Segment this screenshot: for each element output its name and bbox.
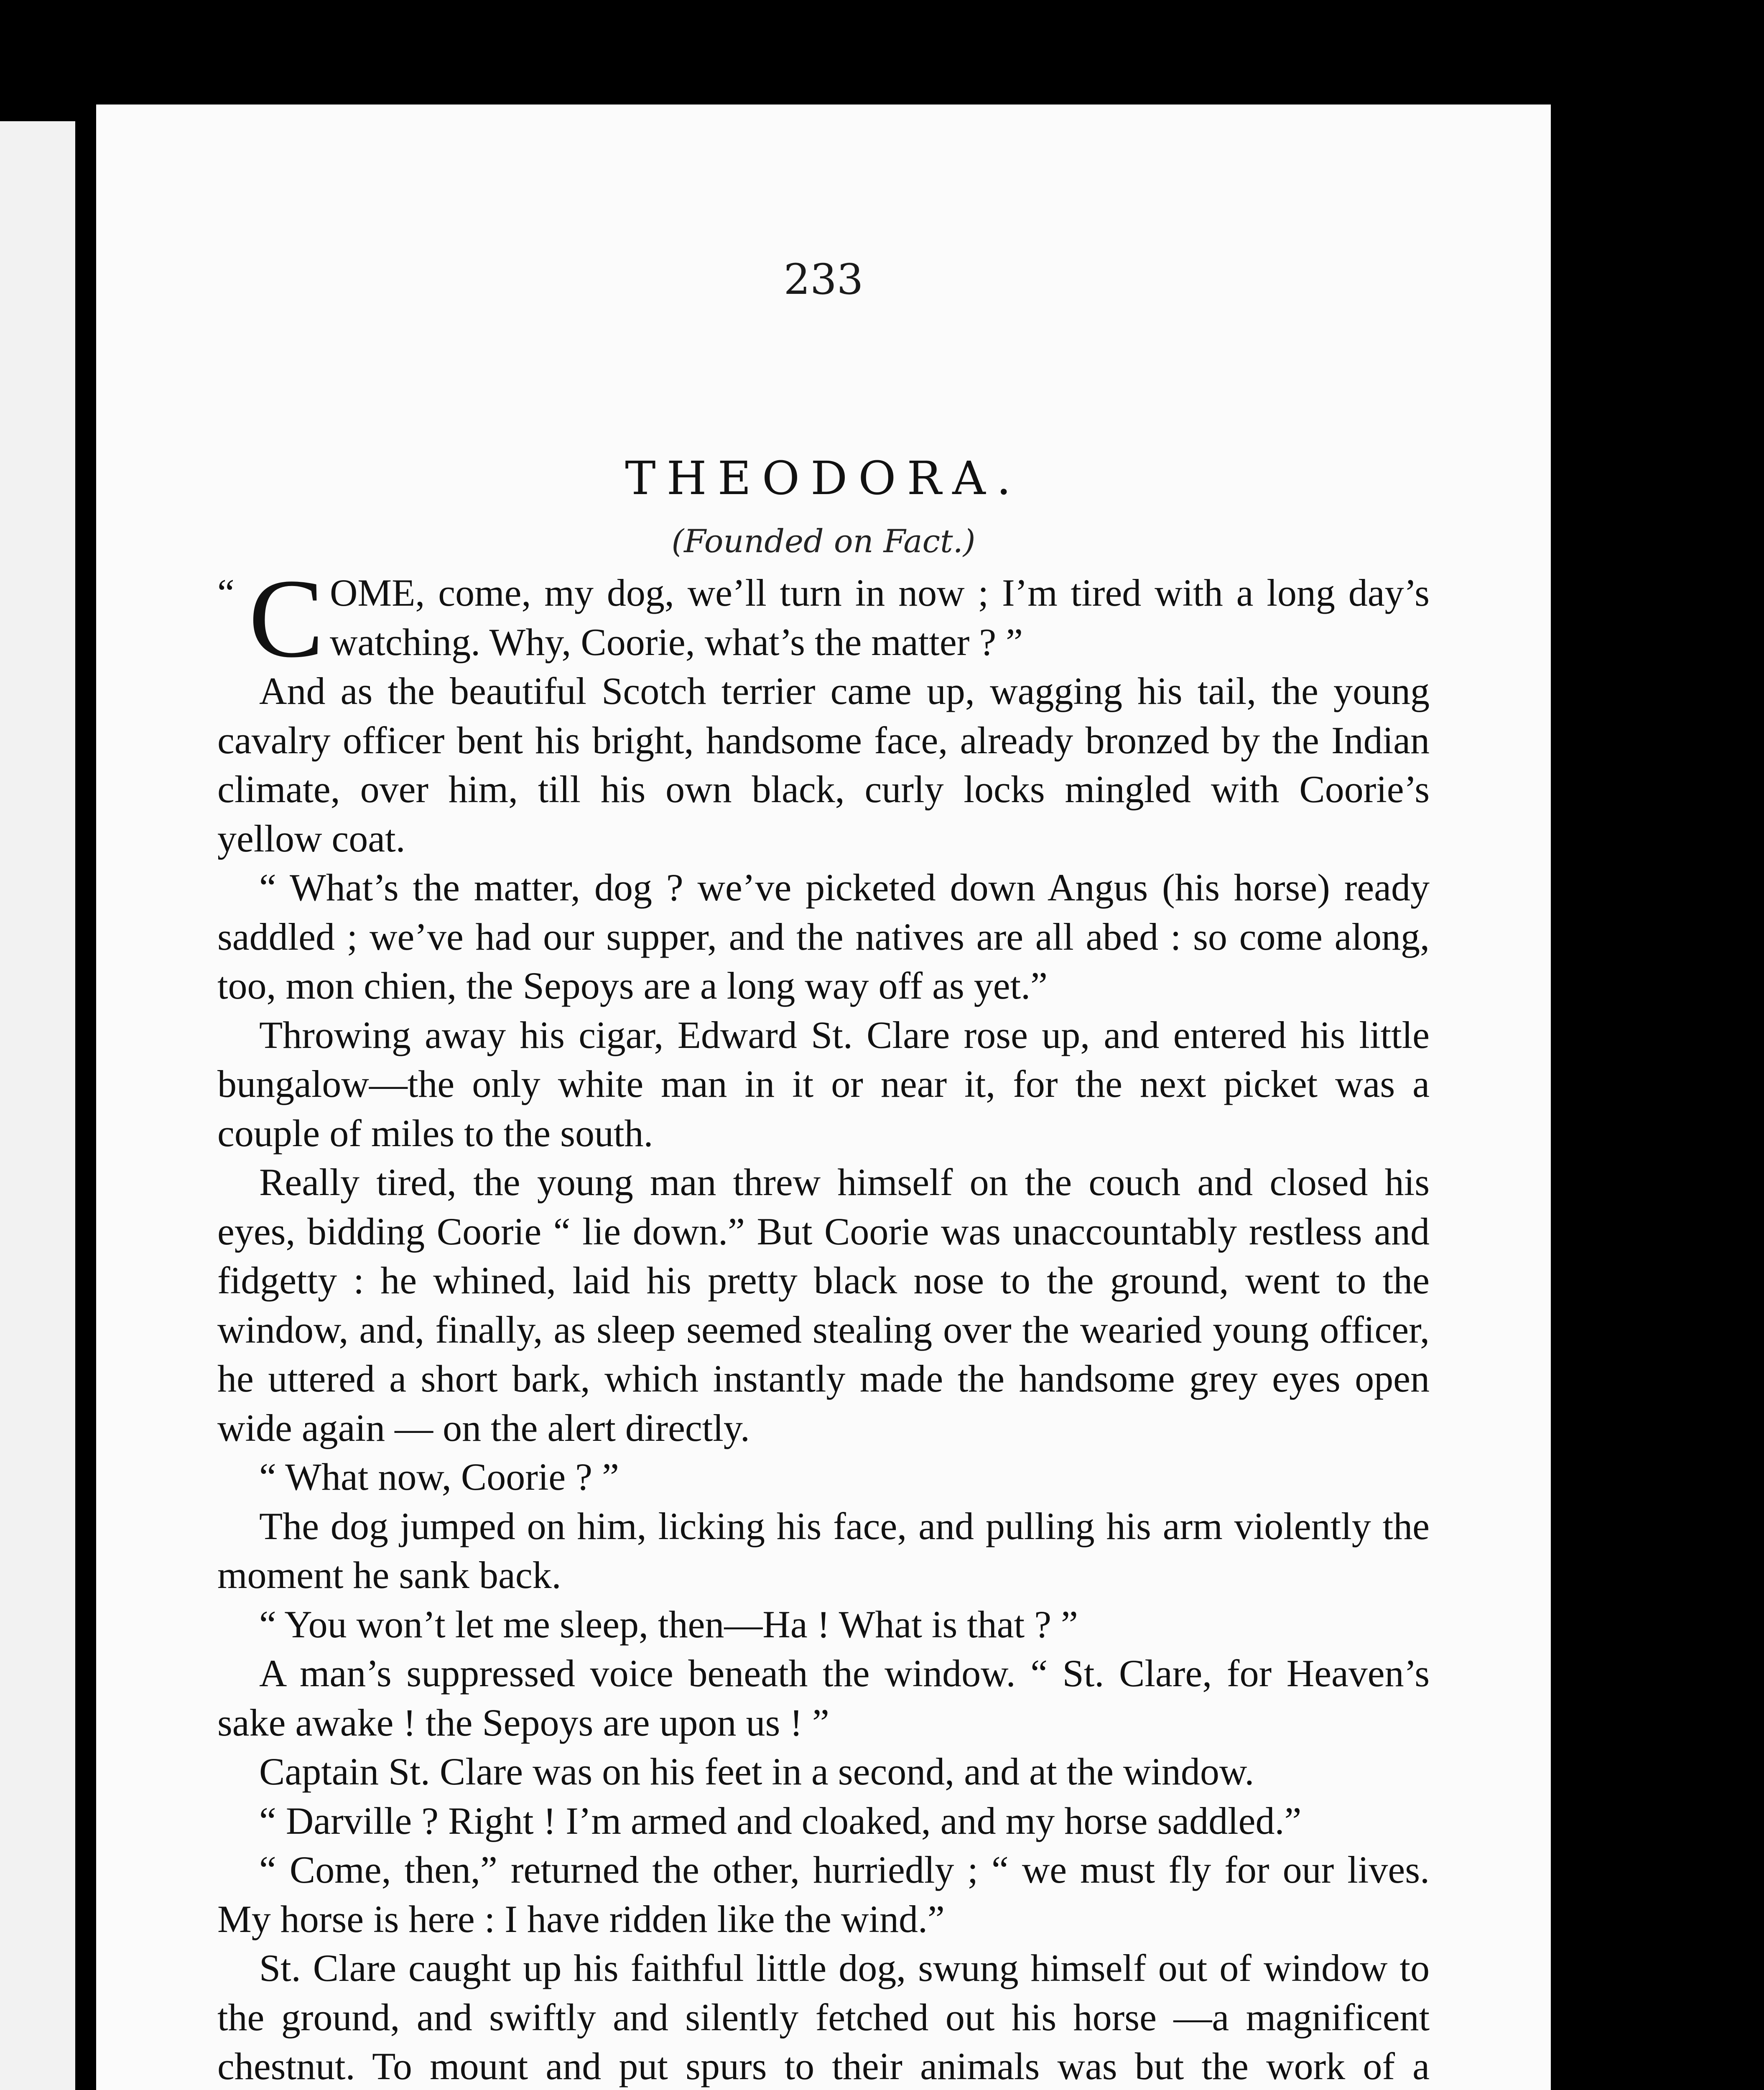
story-title: THEODORA. xyxy=(625,451,1022,505)
paragraph-13: St. Clare caught up his faithful little dog, swung himself out of window to the ground, and swiftly and silently fetched out his horse —a magnificent chestnut. To mount and put spurs to their animals was but the work of a xyxy=(217,1947,1430,2087)
facing-page-edge xyxy=(0,121,75,2090)
paragraph-2: And as the beautiful Scotch terrier came up, wagging his tail, the young cavalry officer bent his bright, handsome face, already bronzed by the Indian climate, over him, till his own black, curly locks mingled with Coorie’s yellow coat. xyxy=(217,670,1430,860)
paragraph-5: Really tired, the young man threw himself on the couch and closed his eyes, bidding Coorie “ lie down.” But Coorie was unaccountably restless and fidgetty : he whined, laid his pretty black nose to the ground, went to the window, and, finally, as sleep seemed stealing over the wearied young officer, he uttered a short bark, which instantly made the handsome grey eyes open wide again — on the alert directly. xyxy=(217,1161,1430,1449)
paragraph-10: Captain St. Clare was on his feet in a second, and at the window. xyxy=(259,1750,1254,1793)
paragraph-4: Throwing away his cigar, Edward St. Clare rose up, and entered his little bungalow—the only white man in it or near it, for the next picket was a couple of miles to the south. xyxy=(217,1013,1430,1155)
paragraph-3: “ What’s the matter, dog ? we’ve picketed down Angus (his horse) ready saddled ; we’ve had our supper, and the natives are all abed : so come along, too, mon chien, the Sepoys are a long way off as yet.” xyxy=(217,866,1430,1007)
drop-cap: C xyxy=(248,556,324,681)
story-subtitle: (Founded on Fact.) xyxy=(671,522,976,560)
paragraph-9: A man’s suppressed voice beneath the window. “ St. Clare, for Heaven’s sake awake ! the Sepoys are upon us ! ” xyxy=(217,1652,1430,1744)
paragraph-6: “ What now, Coorie ? ” xyxy=(259,1455,619,1498)
page-number: 233 xyxy=(783,255,864,304)
story-body xyxy=(217,556,1430,2090)
paragraph-12: “ Come, then,” returned the other, hurriedly ; “ we must fly for our lives. My horse is here : I have ridden like the wind.” xyxy=(217,1848,1430,1940)
paragraph-8: “ You won’t let me sleep, then—Ha ! What is that ? ” xyxy=(259,1603,1078,1646)
paragraph-11: “ Darville ? Right ! I’m armed and cloaked, and my horse saddled.” xyxy=(259,1799,1302,1842)
paragraph-7: The dog jumped on him, licking his face, and pulling his arm violently the moment he sank back. xyxy=(217,1504,1430,1596)
book-page xyxy=(96,104,1551,2090)
opening-quote: “ xyxy=(217,571,235,614)
paragraph-text: OME, come, my dog, we’ll turn in now ; I’m tired with a long day’s watching. Why, Coorie, what’s the matter ? ” xyxy=(329,571,1430,663)
paragraph-1 xyxy=(217,556,1430,681)
